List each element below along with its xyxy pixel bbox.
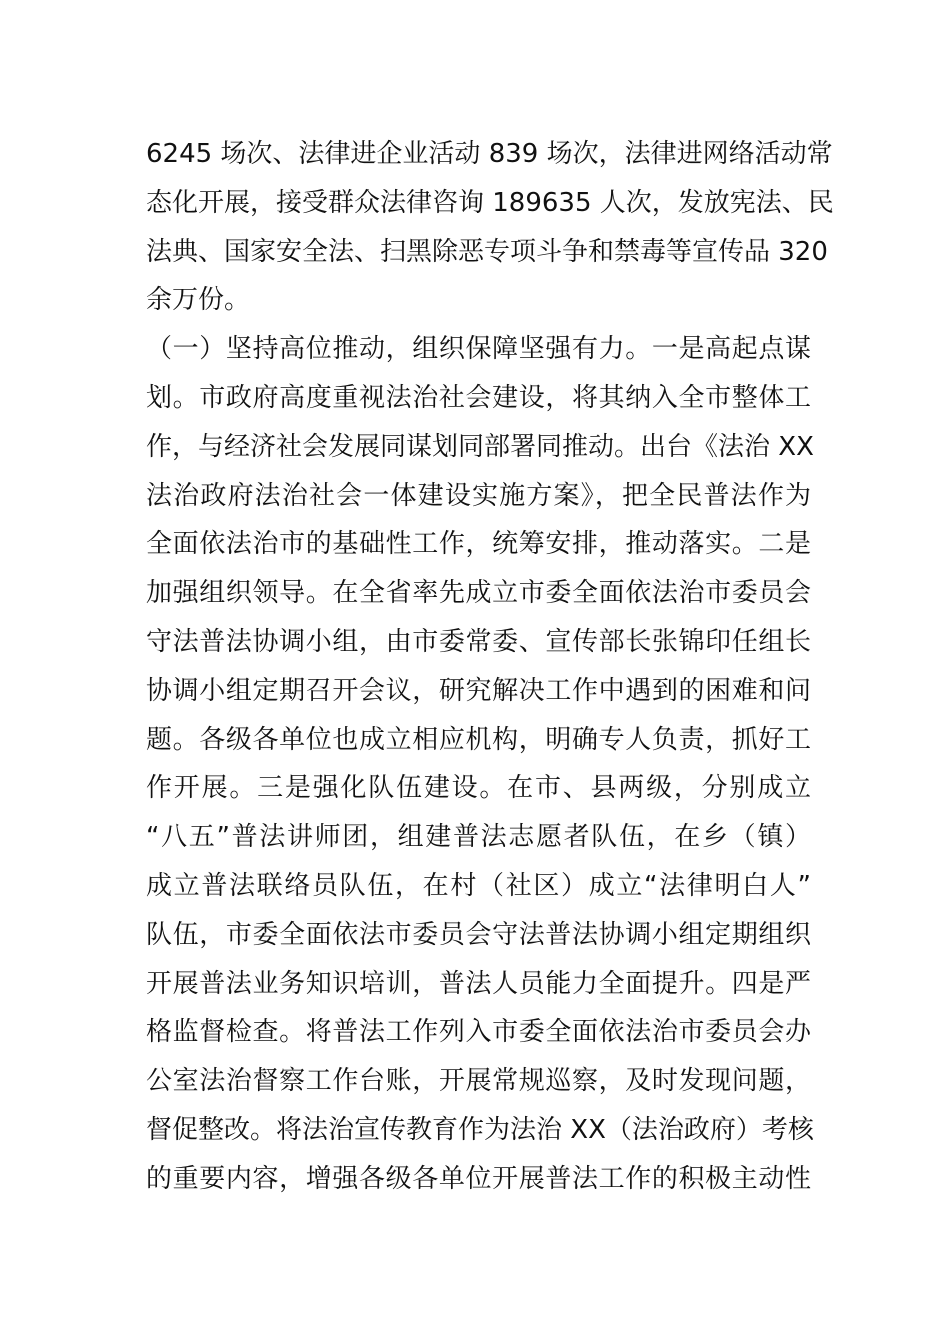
text-line-21: 督促整改。将法治宣传教育作为法治 XX（法治政府）考核 [146,1114,814,1145]
text-line-13: 题。各级各单位也成立相应机构，明确专人负责，抓好工 [146,724,811,755]
text-line-6: 划。市政府高度重视法治社会建设，将其纳入全市整体工 [146,382,811,413]
text-line-8: 法治政府法治社会一体建设实施方案》，把全民普法作为 [146,480,811,511]
text-line-11: 守法普法协调小组，由市委常委、宣传部长张锦印任组长 [146,626,811,657]
text-line-12: 协调小组定期召开会议，研究解决工作中遇到的困难和问 [146,675,811,706]
text-line-4: 余万份。 [146,285,251,316]
text-line-15: “八五”普法讲师团，组建普法志愿者队伍，在乡（镇） [146,822,811,853]
body-text [146,130,834,1204]
text-line-2: 态化开展，接受群众法律咨询 189635 人次，发放宪法、民 [146,187,834,218]
text-line-20: 公室法治督察工作台账，开展常规巡察，及时发现问题， [146,1066,811,1097]
text-line-1: 6245 场次、法律进企业活动 839 场次，法律进网络活动常 [146,139,833,169]
text-line-18: 开展普法业务知识培训，普法人员能力全面提升。四是严 [146,968,811,999]
text-line-17: 队伍，市委全面依法市委员会守法普法协调小组定期组织 [146,919,811,950]
text-line-22: 的重要内容，增强各级各单位开展普法工作的积极主动性 [146,1163,811,1194]
text-line-7: 作，与经济社会发展同谋划同部署同推动。出台《法治 XX [146,431,814,462]
text-line-19: 格监督检查。将普法工作列入市委全面依法治市委员会办 [146,1017,811,1048]
text-line-14: 作开展。三是强化队伍建设。在市、县两级，分别成立 [146,773,811,804]
text-line-3: 法典、国家安全法、扫黑除恶专项斗争和禁毒等宣传品 320 [146,236,828,267]
text-line-16: 成立普法联络员队伍，在村（社区）成立“法律明白人” [146,870,811,901]
text-line-10: 加强组织领导。在全省率先成立市委全面依法治市委员会 [146,578,811,609]
text-line-5: （一）坚持高位推动，组织保障坚强有力。一是高起点谋 [146,334,811,365]
text-line-9: 全面依法治市的基础性工作，统筹安排，推动落实。二是 [146,529,811,560]
